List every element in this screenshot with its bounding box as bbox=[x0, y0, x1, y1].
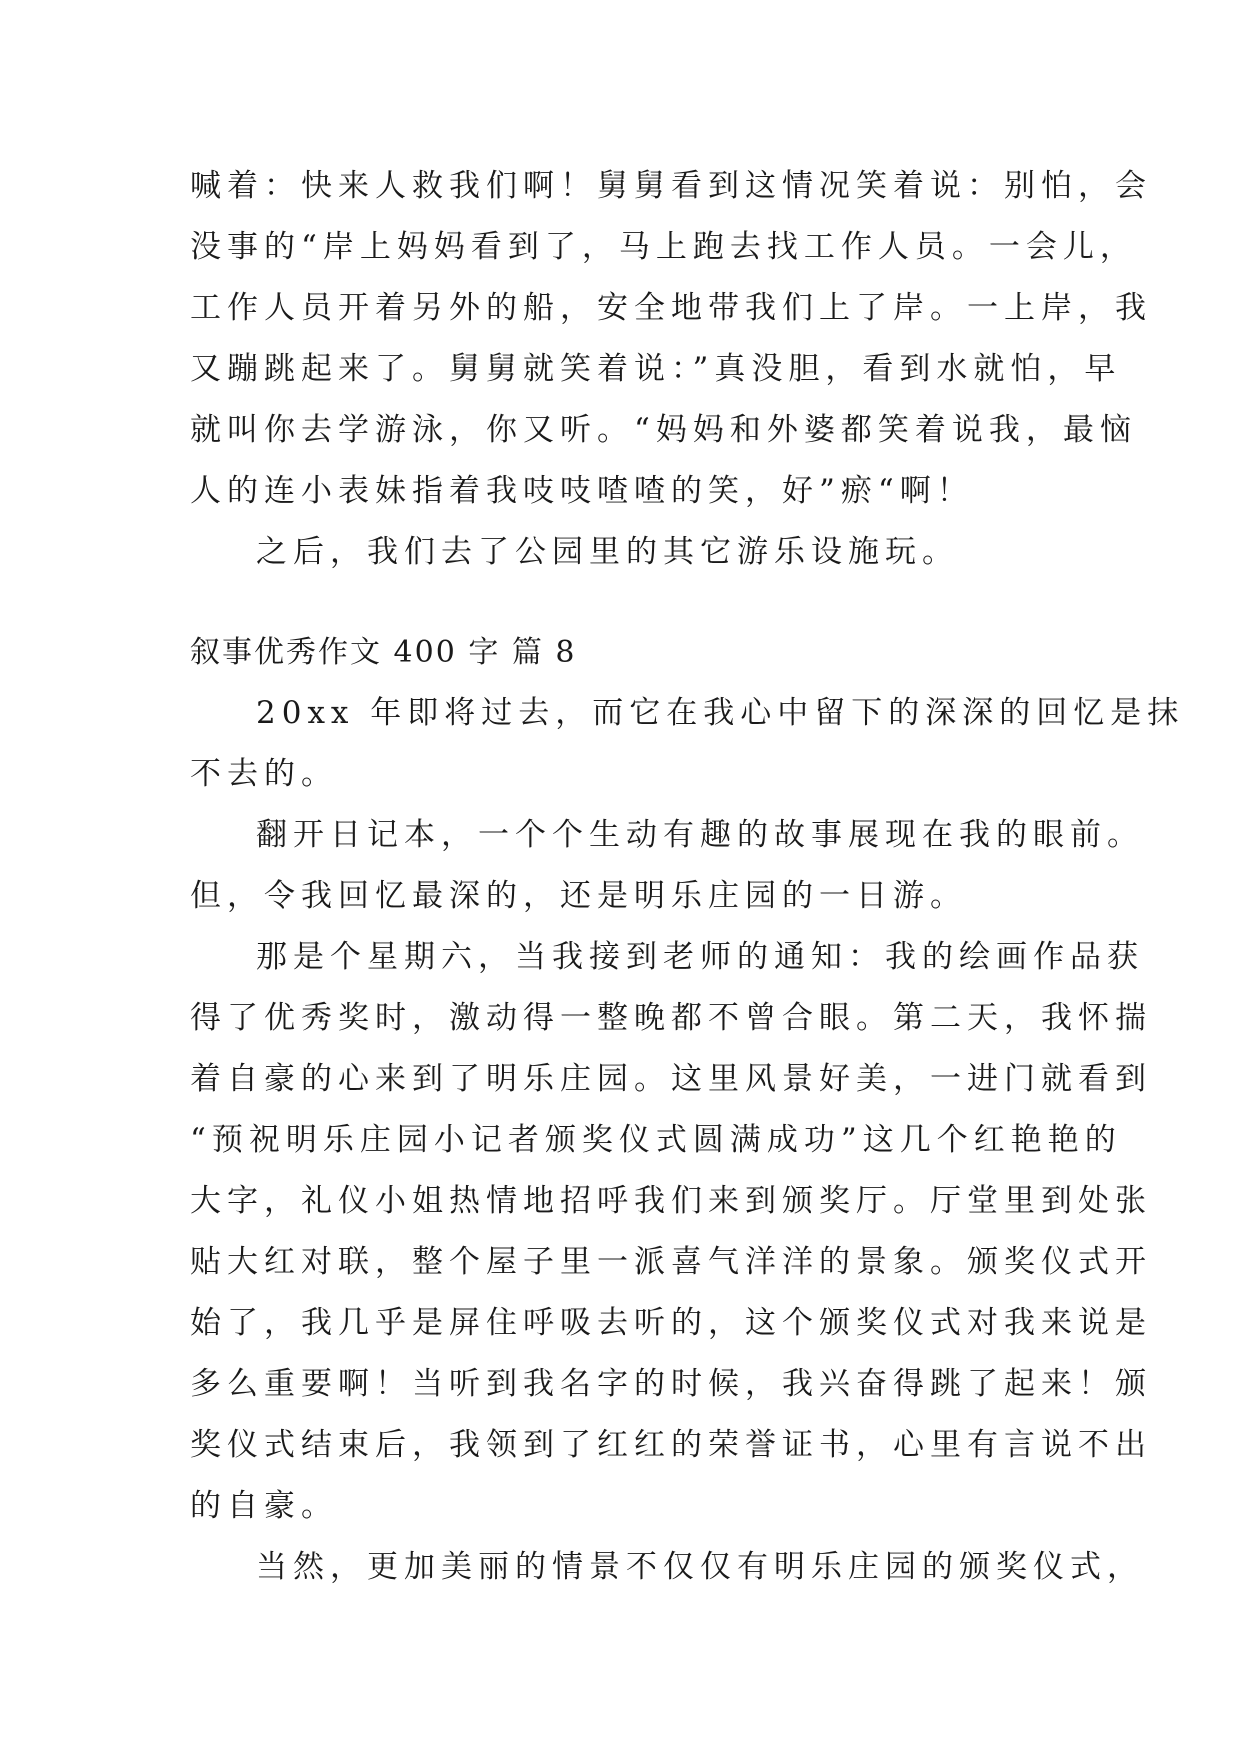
paragraph-line: 翻开日记本，一个个生动有趣的故事展现在我的眼前。 bbox=[256, 817, 1144, 853]
paragraph-line: 但，令我回忆最深的，还是明乐庄园的一日游。 bbox=[190, 878, 967, 914]
essay-body bbox=[190, 683, 1185, 1598]
paragraph-line: 多么重要啊！当听到我名字的时候，我兴奋得跳了起来！颁 bbox=[190, 1366, 1152, 1402]
paragraph-line: 的自豪。 bbox=[190, 1488, 338, 1524]
essay-continuation bbox=[190, 156, 1152, 583]
paragraph-line: 没事的“岸上妈妈看到了，马上跑去找工作人员。一会儿， bbox=[190, 229, 1137, 265]
paragraph-line: 得了优秀奖时，激动得一整晚都不曾合眼。第二天，我怀揣 bbox=[190, 1000, 1152, 1036]
paragraph-line: 工作人员开着另外的船，安全地带我们上了岸。一上岸，我 bbox=[190, 290, 1152, 326]
paragraph-line: 就叫你去学游泳，你又听。“妈妈和外婆都笑着说我，最恼 bbox=[190, 412, 1137, 448]
paragraph-line: 又蹦跳起来了。舅舅就笑着说：”真没胆，看到水就怕，早 bbox=[190, 351, 1122, 387]
paragraph-line: 喊着：快来人救我们啊！舅舅看到这情况笑着说：别怕，会 bbox=[190, 168, 1152, 204]
paragraph-line: 当然，更加美丽的情景不仅仅有明乐庄园的颁奖仪式， bbox=[256, 1549, 1144, 1585]
paragraph-line: 不去的。 bbox=[190, 756, 338, 792]
closing-paragraph: 之后，我们去了公园里的其它游乐设施玩。 bbox=[256, 534, 959, 570]
paragraph-line: 人的连小表妹指着我吱吱喳喳的笑，好”瘀“啊！ bbox=[190, 473, 974, 509]
paragraph-line: 着自豪的心来到了明乐庄园。这里风景好美，一进门就看到 bbox=[190, 1061, 1152, 1097]
paragraph-line: “预祝明乐庄园小记者颁奖仪式圆满成功”这几个红艳艳的 bbox=[190, 1122, 1122, 1158]
paragraph-line: 20xx 年即将过去，而它在我心中留下的深深的回忆是抹 bbox=[256, 695, 1185, 731]
paragraph-line: 大字，礼仪小姐热情地招呼我们来到颁奖厅。厅堂里到处张 bbox=[190, 1183, 1152, 1219]
essay-heading: 叙事优秀作文 400 字 篇 8 bbox=[190, 635, 577, 670]
paragraph-line: 始了，我几乎是屏住呼吸去听的，这个颁奖仪式对我来说是 bbox=[190, 1305, 1152, 1341]
paragraph-line: 贴大红对联，整个屋子里一派喜气洋洋的景象。颁奖仪式开 bbox=[190, 1244, 1152, 1280]
paragraph-line: 那是个星期六，当我接到老师的通知：我的绘画作品获 bbox=[256, 939, 1144, 975]
paragraph-line: 奖仪式结束后，我领到了红红的荣誉证书，心里有言说不出 bbox=[190, 1427, 1152, 1463]
